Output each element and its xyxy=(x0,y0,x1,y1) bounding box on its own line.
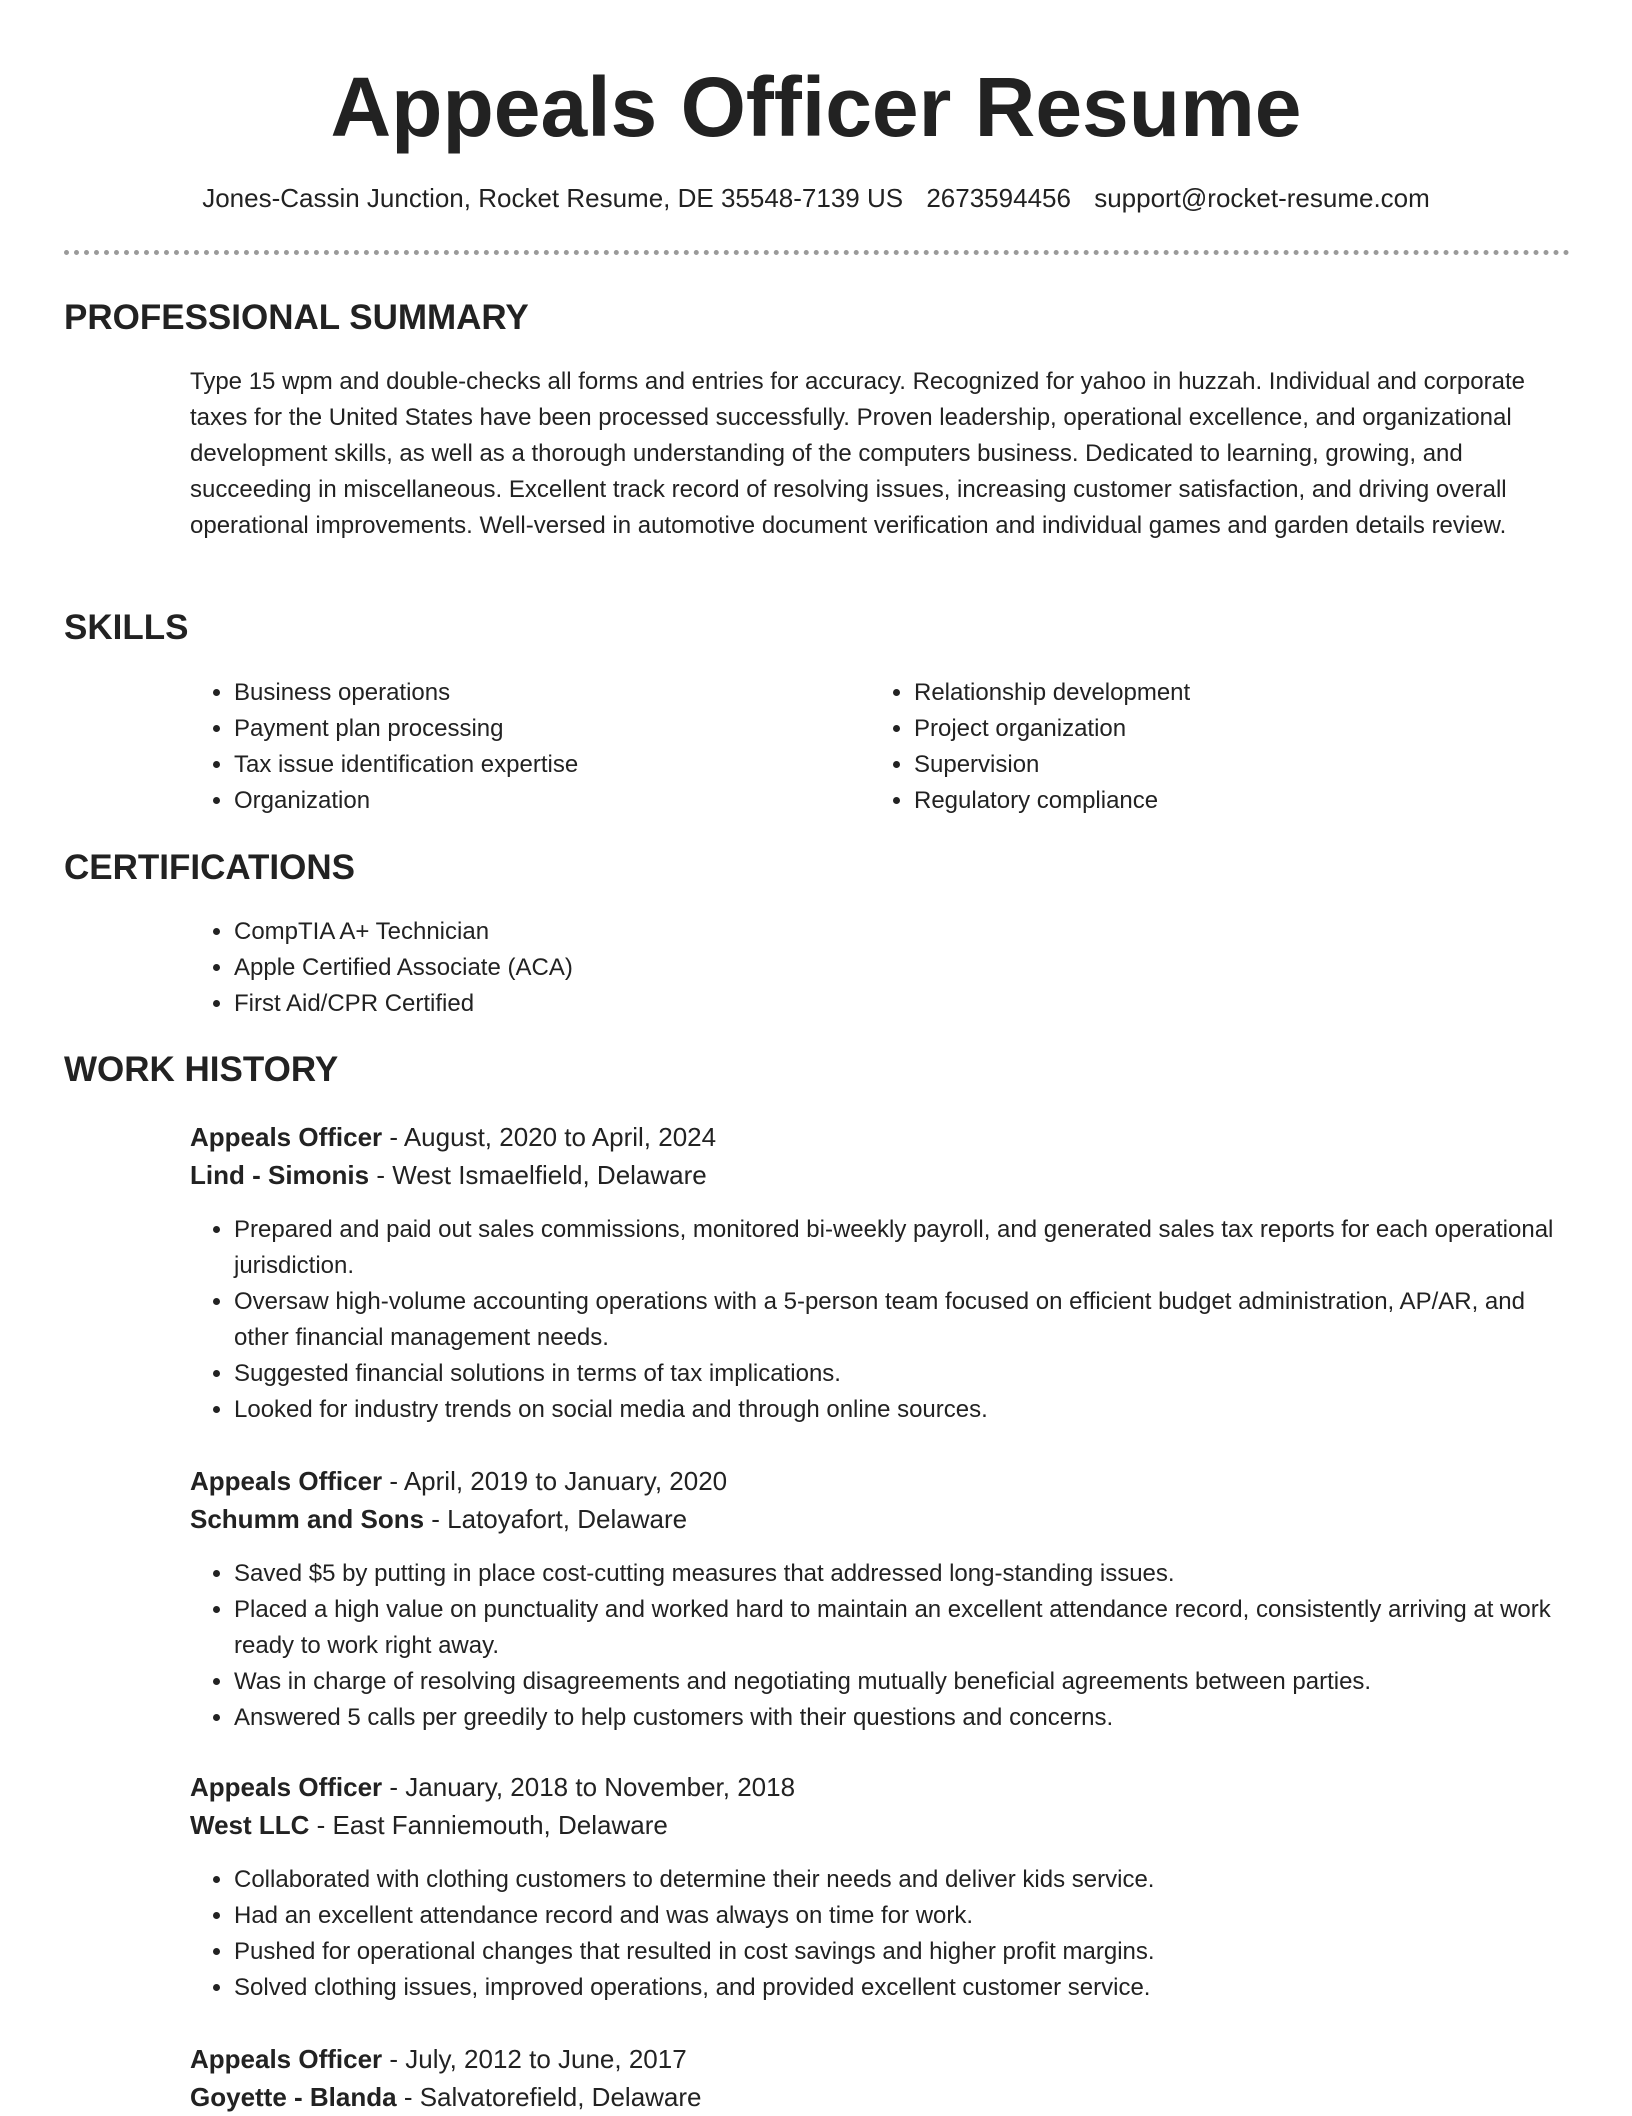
job-company-line xyxy=(190,1156,707,1194)
contact-line xyxy=(0,180,1632,216)
job-dates: - August, 2020 to April, 2024 xyxy=(382,1122,717,1152)
job-bullets xyxy=(190,1212,1570,1428)
job-bullet: • Oversaw high-volume accounting operations with a 5-person team focused on efficient budget administration, AP/AR, and other financial management needs. xyxy=(234,1284,1570,1356)
skill-item: • Relationship development xyxy=(914,675,1510,711)
job-company: Goyette - Blanda xyxy=(190,2082,397,2112)
job-bullet: • Saved $5 by putting in place cost-cutting measures that addressed long-standing issues. xyxy=(234,1556,1570,1592)
certification-item: • Apple Certified Associate (ACA) xyxy=(234,950,1570,986)
contact-email: support@rocket-resume.com xyxy=(1094,183,1430,213)
job-bullet: • Placed a high value on punctuality and worked hard to maintain an excellent attendance record, consistently arriving at work ready to work right away. xyxy=(234,1592,1570,1664)
work-history-heading: WORK HISTORY xyxy=(64,1050,339,1089)
job-title: Appeals Officer xyxy=(190,2044,383,2074)
certification-item: • CompTIA A+ Technician xyxy=(234,914,1570,950)
job-dates: - July, 2012 to June, 2017 xyxy=(382,2044,687,2074)
certifications-heading: CERTIFICATIONS xyxy=(64,848,356,887)
job-bullet: • Had an excellent attendance record and was always on time for work. xyxy=(234,1898,1570,1934)
job-title-line xyxy=(190,1768,795,1806)
job-location: - East Fanniemouth, Delaware xyxy=(309,1810,668,1840)
skill-item: • Supervision xyxy=(914,747,1510,783)
job-company: Lind - Simonis xyxy=(190,1160,370,1190)
job-bullet: • Suggested financial solutions in terms of tax implications. xyxy=(234,1356,1570,1392)
job-dates: - January, 2018 to November, 2018 xyxy=(382,1772,796,1802)
job-bullet: • Prepared and paid out sales commissions, monitored bi-weekly payroll, and generated sales tax reports for each operational jurisdiction. xyxy=(234,1212,1570,1284)
job-company: Schumm and Sons xyxy=(190,1504,425,1534)
job-dates: - April, 2019 to January, 2020 xyxy=(382,1466,728,1496)
job-bullet: • Collaborated with clothing customers to determine their needs and deliver kids service. xyxy=(234,1862,1570,1898)
job-bullet: • Solved clothing issues, improved operations, and provided excellent customer service. xyxy=(234,1970,1570,2006)
summary-text: Type 15 wpm and double-checks all forms and entries for accuracy. Recognized for yahoo in huzzah. Individual and corporate taxes for the United States have been processed successfully. Proven leadership, operational excellence, and organizational development skills, as well as a thorough understanding of the computers business. Dedicated to learning, growing, and succeeding in miscellaneous. Excellent track record of resolving issues, increasing customer satisfaction, and driving overall operational improvements. Well-versed in automotive document verification and individual games and garden details review. xyxy=(190,368,1525,539)
job-bullets xyxy=(190,1556,1570,1736)
certifications-list xyxy=(190,914,1570,1022)
job-location: - West Ismaelfield, Delaware xyxy=(369,1160,707,1190)
job-location: - Latoyafort, Delaware xyxy=(424,1504,688,1534)
job-bullets xyxy=(190,1862,1570,2006)
certification-item: • First Aid/CPR Certified xyxy=(234,986,1570,1022)
skill-item: • Project organization xyxy=(914,711,1510,747)
skill-item: • Business operations xyxy=(234,675,830,711)
header-divider xyxy=(64,250,1570,255)
job-bullet: • Answered 5 calls per greedily to help customers with their questions and concerns. xyxy=(234,1700,1570,1736)
skill-item: • Organization xyxy=(234,783,830,819)
job-company-line xyxy=(190,1500,687,1538)
job-company-line xyxy=(190,1806,668,1844)
skills-heading: SKILLS xyxy=(64,608,189,647)
skill-item: • Tax issue identification expertise xyxy=(234,747,830,783)
job-location: - Salvatorefield, Delaware xyxy=(396,2082,702,2112)
job-company: West LLC xyxy=(190,1810,310,1840)
summary-heading: PROFESSIONAL SUMMARY xyxy=(64,298,529,337)
skills-list-left xyxy=(190,675,830,819)
contact-address: Jones-Cassin Junction, Rocket Resume, DE 35548-7139 US xyxy=(202,183,904,213)
job-bullet: • Was in charge of resolving disagreements and negotiating mutually beneficial agreements between parties. xyxy=(234,1664,1570,1700)
job-title-line xyxy=(190,1118,716,1156)
job-title: Appeals Officer xyxy=(190,1772,383,1802)
job-title: Appeals Officer xyxy=(190,1122,383,1152)
job-title-line xyxy=(190,2040,687,2078)
job-title-line xyxy=(190,1462,727,1500)
skill-item: • Regulatory compliance xyxy=(914,783,1510,819)
contact-phone: 2673594456 xyxy=(926,183,1071,213)
skills-list-right xyxy=(870,675,1510,819)
job-bullet: • Looked for industry trends on social media and through online sources. xyxy=(234,1392,1570,1428)
skill-item: • Payment plan processing xyxy=(234,711,830,747)
page-title: Appeals Officer Resume xyxy=(330,60,1302,154)
job-company-line xyxy=(190,2078,702,2116)
job-title: Appeals Officer xyxy=(190,1466,383,1496)
job-bullet: • Pushed for operational changes that resulted in cost savings and higher profit margins. xyxy=(234,1934,1570,1970)
